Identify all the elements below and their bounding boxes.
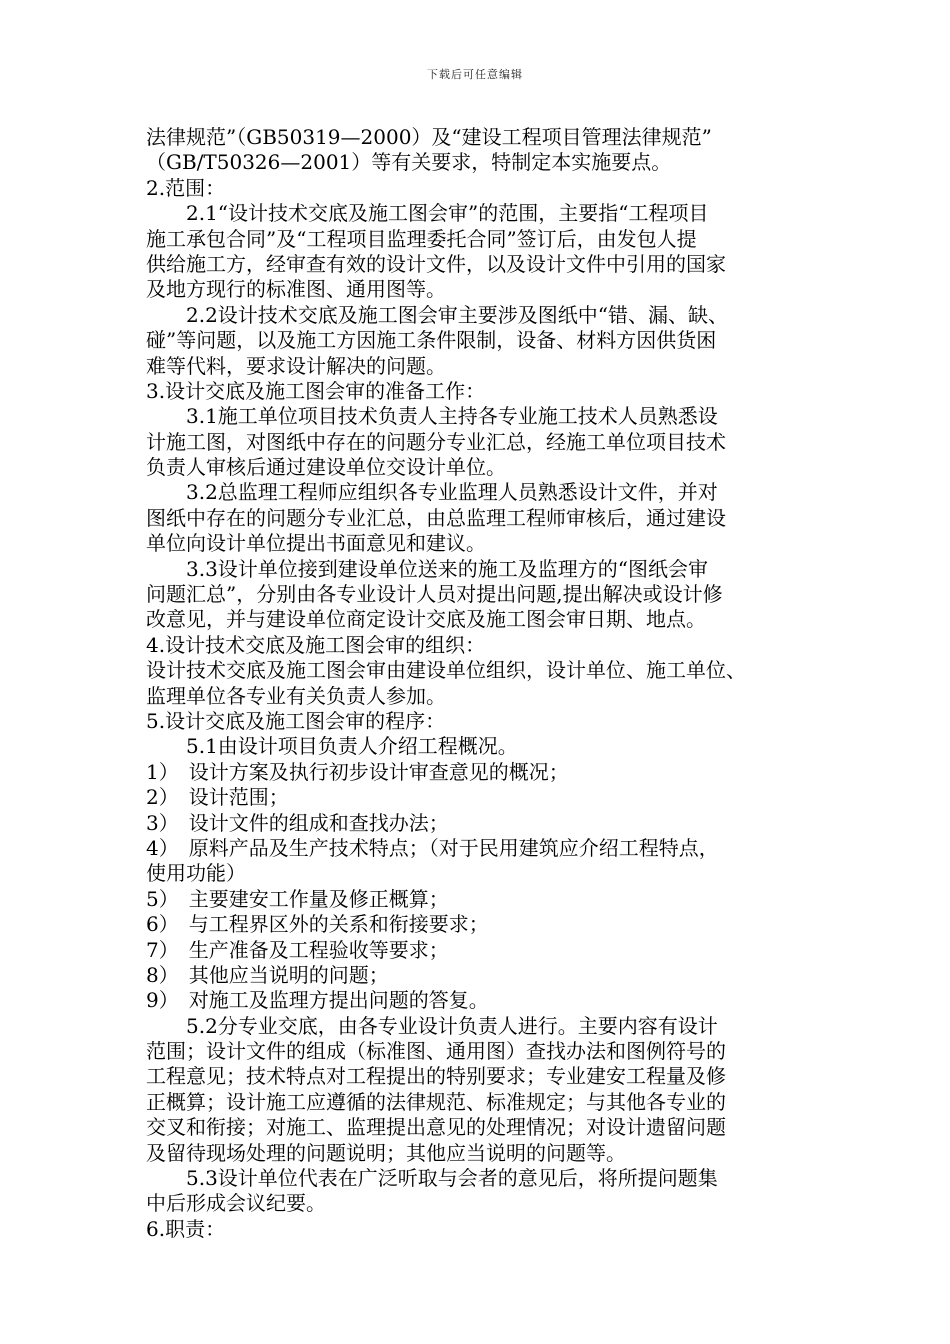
text-line: 图纸中存在的问题分专业汇总，由总监理工程师审核后，通过建设 bbox=[146, 505, 726, 530]
text-line: 2.范围： bbox=[146, 175, 226, 200]
text-line: 2） 设计范围； bbox=[146, 785, 289, 810]
text-line: 5.3设计单位代表在广泛听取与会者的意见后，将所提问题集 bbox=[186, 1166, 718, 1191]
text-line: 法律规范”（GB50319—2000）及“建设工程项目管理法律规范” bbox=[146, 125, 712, 149]
text-line: 中后形成会议纪要。 bbox=[146, 1191, 326, 1216]
text-line: （GB/T50326—2001）等有关要求，特制定本实施要点。 bbox=[146, 150, 672, 175]
text-line: 6.职责： bbox=[146, 1216, 226, 1241]
text-line: 单位向设计单位提出书面意见和建议。 bbox=[146, 531, 486, 556]
text-line: 7） 生产准备及工程验收等要求； bbox=[146, 937, 449, 962]
text-line: 5） 主要建安工作量及修正概算； bbox=[146, 886, 449, 911]
text-line: 范围；设计文件的组成（标准图、通用图）查找办法和图例符号的 bbox=[146, 1039, 726, 1064]
text-line: 工程意见；技术特点对工程提出的特别要求；专业建安工程量及修 bbox=[146, 1064, 726, 1089]
text-line: 5.1由设计项目负责人介绍工程概况。 bbox=[186, 734, 518, 759]
text-line: 3.2总监理工程师应组织各专业监理人员熟悉设计文件，并对 bbox=[186, 480, 718, 505]
text-line: 及留待现场处理的问题说明；其他应当说明的问题等。 bbox=[146, 1140, 626, 1165]
document-body bbox=[146, 125, 826, 1242]
text-line: 9） 对施工及监理方提出问题的答复。 bbox=[146, 988, 489, 1013]
text-line: 正概算；设计施工应遵循的法律规范、标准规定；与其他各专业的 bbox=[146, 1089, 726, 1114]
text-line: 2.2设计技术交底及施工图会审主要涉及图纸中“错、漏、缺、 bbox=[186, 302, 729, 327]
text-line: 4.设计技术交底及施工图会审的组织： bbox=[146, 632, 486, 657]
text-line: 5.设计交底及施工图会审的程序： bbox=[146, 708, 446, 733]
text-line: 3） 设计文件的组成和查找办法； bbox=[146, 810, 449, 835]
text-line: 难等代料，要求设计解决的问题。 bbox=[146, 353, 446, 378]
text-line: 1） 设计方案及执行初步设计审查意见的概况； bbox=[146, 759, 569, 784]
text-line: 及地方现行的标准图、通用图等。 bbox=[146, 277, 446, 302]
text-line: 供给施工方，经审查有效的设计文件，以及设计文件中引用的国家 bbox=[146, 251, 726, 276]
text-line: 使用功能） bbox=[146, 861, 246, 886]
text-line: 3.设计交底及施工图会审的准备工作： bbox=[146, 378, 486, 403]
text-line: 施工承包合同”及“工程项目监理委托合同”签订后，由发包人提 bbox=[146, 226, 697, 251]
page-header: 下载后可任意编辑 bbox=[427, 68, 523, 81]
text-line: 2.1“设计技术交底及施工图会审”的范围，主要指“工程项目 bbox=[186, 201, 709, 226]
text-line: 交叉和衔接；对施工、监理提出意见的处理情况；对设计遗留问题 bbox=[146, 1115, 726, 1140]
text-line: 8） 其他应当说明的问题； bbox=[146, 962, 389, 987]
text-line: 3.3设计单位接到建设单位送来的施工及监理方的“图纸会审 bbox=[186, 556, 709, 581]
text-line: 3.1施工单位项目技术负责人主持各专业施工技术人员熟悉设 bbox=[186, 404, 718, 429]
text-line: 问题汇总”，分别由各专业设计人员对提出问题,提出解决或设计修 bbox=[146, 582, 723, 607]
text-line: 监理单位各专业有关负责人参加。 bbox=[146, 683, 446, 708]
text-line: 碰”等问题，以及施工方因施工条件限制，设备、材料方因供货困 bbox=[146, 328, 717, 353]
text-line: 负责人审核后通过建设单位交设计单位。 bbox=[146, 455, 506, 480]
text-line: 5.2分专业交底，由各专业设计负责人进行。主要内容有设计 bbox=[186, 1013, 718, 1038]
text-line: 4） 原料产品及生产技术特点；（对于民用建筑应介绍工程特点， bbox=[146, 835, 719, 860]
text-line: 计施工图，对图纸中存在的问题分专业汇总，经施工单位项目技术 bbox=[146, 429, 726, 454]
text-line: 改意见，并与建设单位商定设计交底及施工图会审日期、地点。 bbox=[146, 607, 706, 632]
text-line: 设计技术交底及施工图会审由建设单位组织，设计单位、施工单位、 bbox=[146, 658, 746, 683]
text-line: 6） 与工程界区外的关系和衔接要求； bbox=[146, 912, 489, 937]
